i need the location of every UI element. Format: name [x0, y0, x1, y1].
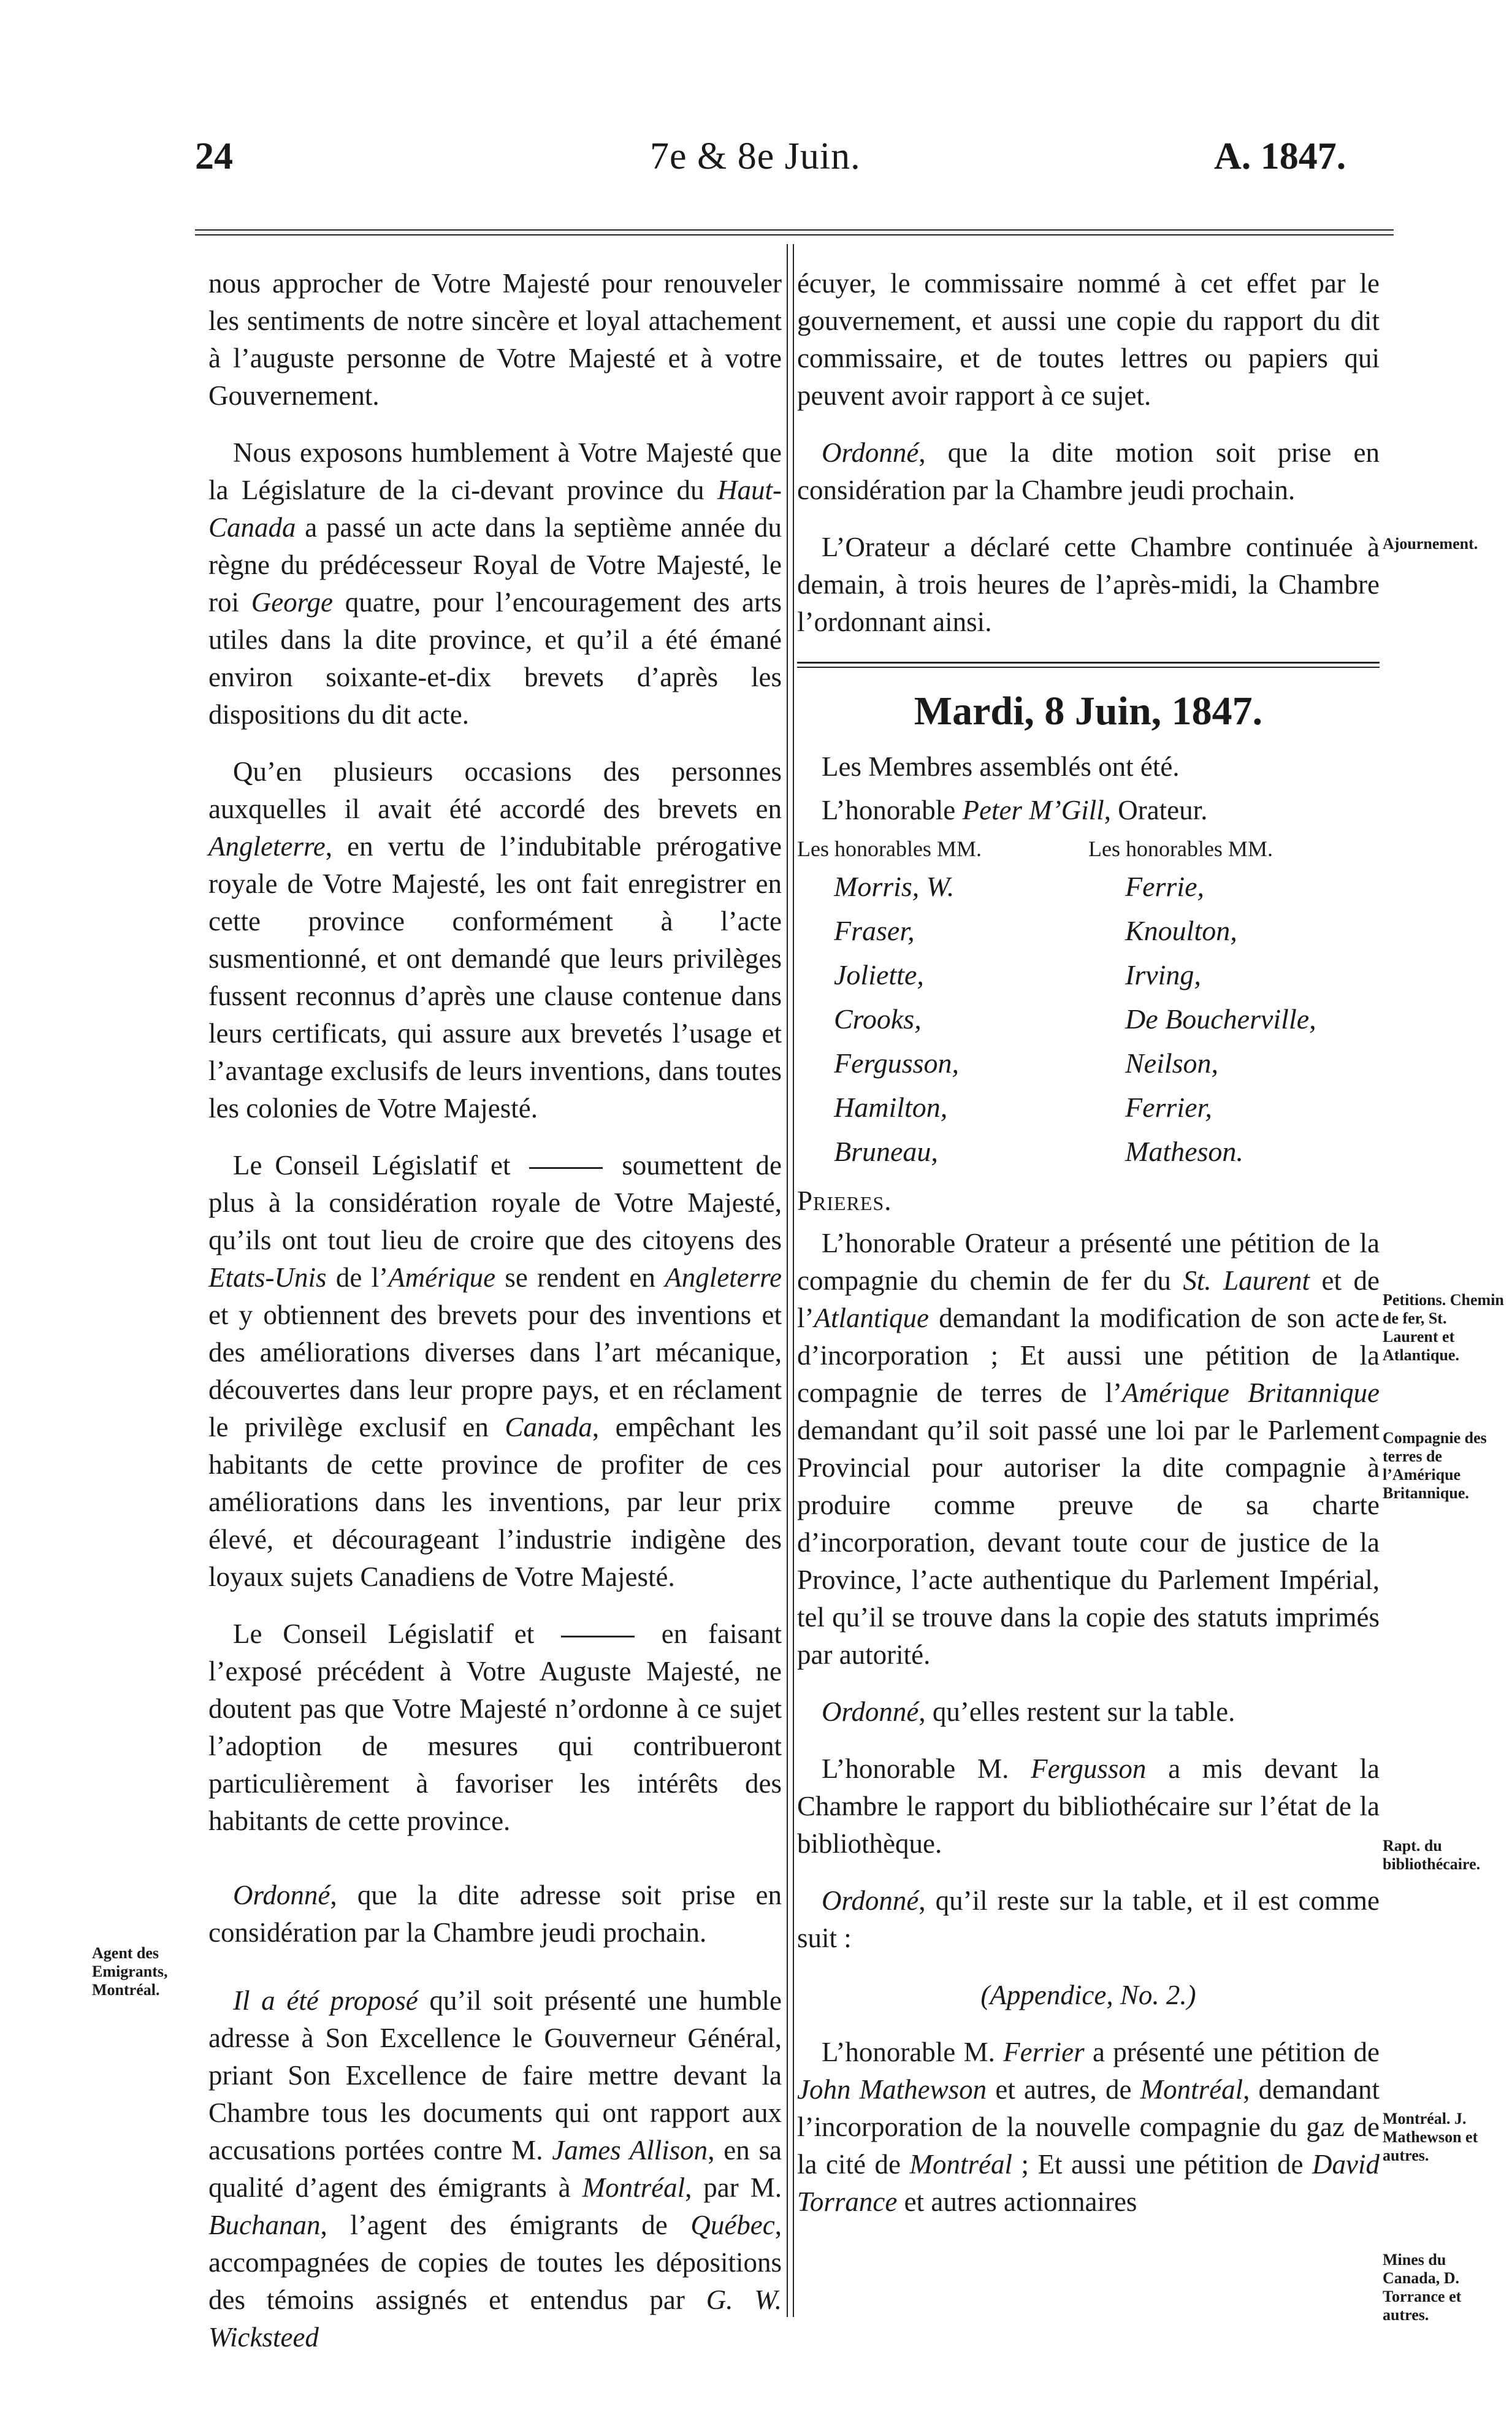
paragraph: écuyer, le commissaire nommé à cet effet par le gouvernement, et aussi une copie du rapport du dit commissaire, et de toutes lettres ou papiers qui peuvent avoir rapport à ce sujet. — [797, 268, 1380, 411]
blank-line — [561, 1636, 635, 1637]
members-column-2 — [1088, 833, 1380, 1174]
member-name: Ferrier, — [1125, 1092, 1212, 1123]
right-column — [797, 265, 1380, 2240]
paragraph: nous approcher de Votre Majesté pour renouveler les sentiments de notre sincère et loyal attachement à l’auguste personne de Votre Majesté et à votre Gouvernement. — [208, 268, 782, 411]
section-rule — [797, 662, 1380, 668]
member-name: Fergusson, — [834, 1047, 960, 1079]
paragraph: Ordonné, qu’il reste sur la table, et il est comme suit : — [797, 1885, 1380, 1953]
paragraph: Ordonné, que la dite motion soit prise en considération par la Chambre jeudi prochain. — [797, 437, 1380, 505]
paragraph: Le Conseil Législatif et en faisant l’exposé précédent à Votre Auguste Majesté, ne doutent pas que Votre Majesté n’ordonne à ce sujet l’adoption de mesures qui contribueront particulièrement à favoriser les intérêts des habitants de cette province. — [208, 1618, 782, 1836]
italic-text: Ordonné — [822, 1885, 919, 1916]
margin-note-compagnie: Compagnie des terres de l’Amérique Britannique. — [1383, 1429, 1487, 1502]
italic-text: James Allison — [552, 2135, 708, 2166]
italic-text: Atlantique — [814, 1303, 929, 1333]
member-name: Matheson. — [1125, 1136, 1243, 1167]
margin-note-rapt: Rapt. du bibliothécaire. — [1383, 1837, 1481, 1873]
day-title: Mardi, 8 Juin, 1847. — [914, 689, 1263, 733]
prayers-heading: Prieres. — [797, 1185, 892, 1216]
margin-note-mines: Mines du Canada, D. Torrance et autres. — [1383, 2251, 1462, 2324]
italic-text: Ordonné — [233, 1880, 330, 1910]
italic-text: G. W. Wicksteed — [208, 2284, 782, 2353]
paragraph: Ordonné, qu’elles restent sur la table. — [822, 1696, 1235, 1727]
italic-text: Haut-Canada — [208, 475, 782, 543]
left-column — [208, 265, 782, 2376]
member-name: Joliette, — [834, 959, 924, 990]
paragraph: L’honorable M. Fergusson a mis devant la Chambre le rapport du bibliothécaire sur l’état de la bibliothèque. — [797, 1753, 1380, 1859]
italic-text: Etats-Unis — [208, 1262, 327, 1293]
member-name: Fraser, — [834, 915, 915, 946]
italic-text: Ordonné — [822, 437, 919, 468]
member-name: Crooks, — [834, 1003, 922, 1035]
italic-text: Ordonné — [822, 1696, 919, 1727]
italic-text: Montréal — [1140, 2074, 1243, 2105]
member-name: Knoulton, — [1125, 915, 1237, 946]
margin-note-petitions: Petitions. Chemin de fer, St. Laurent et Atlantique. — [1383, 1291, 1504, 1364]
page-number: 24 — [195, 136, 233, 177]
italic-text: Angleterre — [208, 831, 326, 862]
margin-note-agent: Agent des Emigrants, Montréal. — [92, 1944, 168, 1999]
italic-text: St. Laurent — [1183, 1265, 1310, 1296]
italic-text: Amérique Britannique — [1122, 1377, 1380, 1408]
italic-text: Montréal — [909, 2149, 1012, 2180]
italic-text: Angleterre — [665, 1262, 782, 1293]
paragraph: Le Conseil Législatif et soumettent de plus à la considération royale de Votre Majesté, qu’ils ont tout lieu de croire que des citoyens des Etats-Unis de l’Amérique se rendent en Angleterre et y obtiennent des brevets pour des inventions et des améliorations diverses dans l’art mécanique, découvertes dans leur propre pays, et en réclament le privilège exclusif en Canada, empêchant les habitants de cette province de profiter de ces améliorations dans les inventions, par leur prix élevé, et décourageant l’industrie indigène des loyaux sujets Canadiens de Votre Majesté. — [208, 1150, 782, 1592]
header-rule — [195, 229, 1394, 236]
appendix-reference: (Appendice, No. 2.) — [980, 1980, 1196, 2010]
paragraph: Qu’en plusieurs occasions des personnes auxquelles il avait été accordé des brevets en Angleterre, en vertu de l’indubitable prérogative royale de Votre Majesté, les ont fait enregistrer en cette province conformément à l’acte susmentionné, et ont demandé que leurs privilèges fussent reconnus d’après une clause contenue dans leurs certificats, qui assure aux brevetés l’usage et l’avantage exclusifs de leurs inventions, dans toutes les colonies de Votre Majesté. — [208, 756, 782, 1124]
paragraph: L’honorable Orateur a présenté une pétition de la compagnie du chemin de fer du St. Laurent et de l’Atlantique demandant la modification de son acte d’incorporation ; Et aussi une pétition de la compagnie de terres de l’Amérique Britannique demandant qu’il soit passé une loi par le Parlement Provincial pour autoriser la dite compagnie à produire comme preuve de sa charte d’incorporation, devant toute cour de justice de la Province, l’acte authentique du Parlement Impérial, tel qu’il se trouve dans la copie des statuts imprimés par autorité. — [797, 1228, 1380, 1670]
italic-text: Il a été proposé — [233, 1985, 418, 2016]
member-name: Ferrie, — [1125, 871, 1205, 902]
italic-text: Buchanan — [208, 2210, 321, 2240]
blank-line — [529, 1167, 603, 1169]
paragraph: L’honorable M. Ferrier a présenté une pétition de John Mathewson et autres, de Montréal, demandant l’incorporation de la nouvelle compagnie du gaz de la cité de Montréal ; Et aussi une pétition de David Torrance et autres actionnaires — [797, 2037, 1380, 2217]
member-name: De Boucherville, — [1125, 1003, 1316, 1035]
italic-text: Ferrier — [1003, 2037, 1085, 2067]
margin-note-montreal: Montréal. J. Mathewson et autres. — [1383, 2110, 1478, 2164]
italic-text: Fergusson — [1031, 1753, 1147, 1784]
paragraph: Il a été proposé qu’il soit présenté une humble adresse à Son Excellence le Gouverneur Général, priant Son Excellence de faire mettre devant la Chambre tous les documents qui ont rapport aux accusations portées contre M. James Allison, en sa qualité d’agent des émigrants à Montréal, par M. Buchanan, l’agent des émigrants de Québec, accompagnées de copies de toutes les dépositions des témoins assignés et entendus par G. W. Wicksteed — [208, 1985, 782, 2353]
margin-note-ajournement: Ajournement. — [1383, 535, 1478, 553]
paragraph: L’honorable Peter M’Gill, Orateur. — [822, 795, 1208, 825]
italic-text: John Mathewson — [797, 2074, 987, 2105]
paragraph: Ordonné, que la dite adresse soit prise en considération par la Chambre jeudi prochain. — [208, 1880, 782, 1948]
italic-text: David Torrance — [797, 2149, 1380, 2217]
italic-text: Montréal — [582, 2172, 685, 2203]
member-name: Irving, — [1125, 959, 1201, 990]
members-heading: Les honorables MM. — [797, 837, 982, 861]
italic-text: Canada — [505, 1412, 592, 1442]
paragraph: L’Orateur a déclaré cette Chambre continuée à demain, à trois heures de l’après-midi, la Chambre l’ordonnant ainsi. — [797, 532, 1380, 637]
italic-text: Québec — [690, 2210, 775, 2240]
italic-text: Peter M’Gill — [962, 795, 1104, 825]
date-heading: 7e & 8e Juin. — [650, 136, 861, 177]
paragraph: Les Membres assemblés ont été. — [822, 751, 1180, 782]
paragraph: Nous exposons humblement à Votre Majesté que la Législature de la ci-devant province du Haut-Canada a passé un acte dans la septième année du règne du prédécesseur Royal de Votre Majesté, le roi George quatre, pour l’encouragement des arts utiles dans la dite province, et qu’il a été émané environ soixante-et-dix brevets d’après les dispositions du dit acte. — [208, 437, 782, 730]
members-heading: Les honorables MM. — [1088, 837, 1273, 861]
italic-text: George — [251, 587, 333, 618]
members-column-1 — [797, 833, 1088, 1174]
member-name: Neilson, — [1125, 1047, 1219, 1079]
italic-text: Amérique — [388, 1262, 496, 1293]
year-heading: A. 1847. — [1214, 136, 1346, 177]
column-divider — [787, 244, 794, 2317]
members-list — [797, 833, 1380, 1174]
member-name: Bruneau, — [834, 1136, 938, 1167]
member-name: Hamilton, — [834, 1092, 948, 1123]
member-name: Morris, W. — [834, 871, 955, 902]
